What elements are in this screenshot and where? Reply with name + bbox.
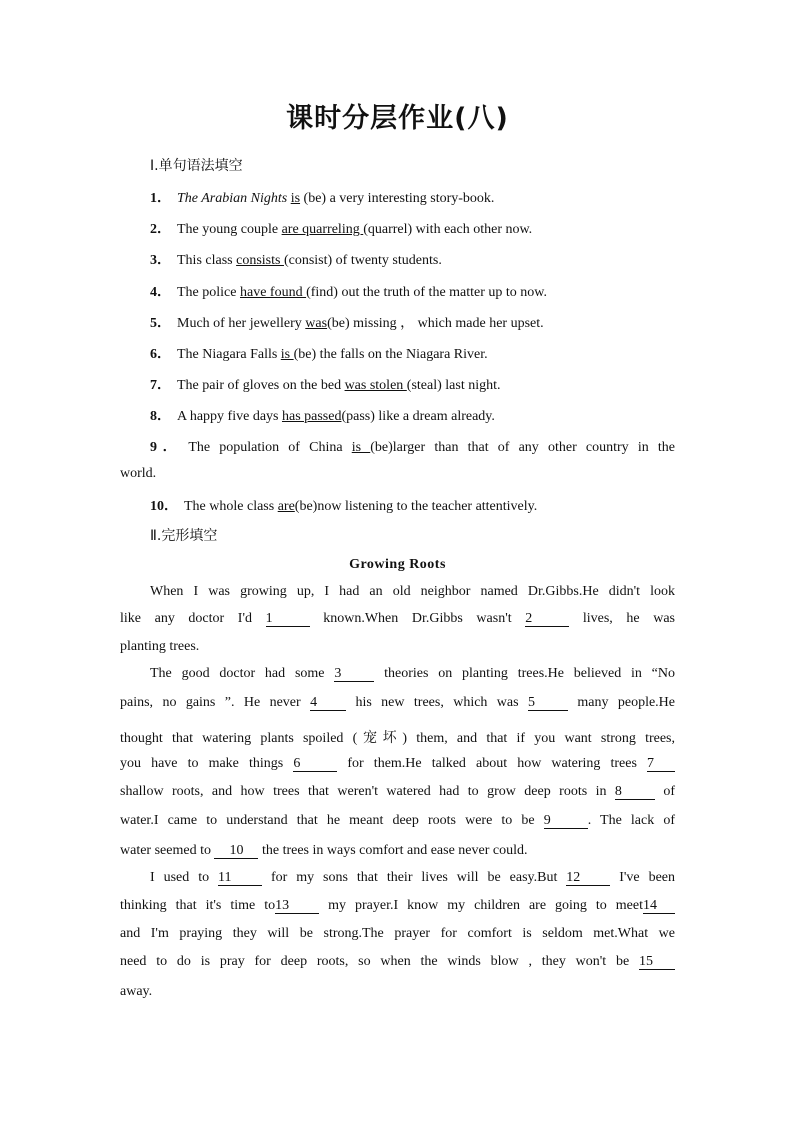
item-text: A happy five days	[177, 409, 282, 424]
blank-1[interactable]: 1	[266, 612, 310, 627]
item-text: (be)larger than that of any other country in the	[370, 440, 675, 455]
passage-line	[120, 727, 675, 747]
passage-line	[120, 926, 675, 942]
passage-line	[150, 584, 675, 600]
answer: is	[351, 440, 371, 455]
passage-line	[120, 954, 675, 970]
blank-4[interactable]: 4	[310, 696, 346, 711]
passage-text: the trees in ways comfort and ease never could.	[258, 843, 528, 858]
grammar-item-3	[150, 249, 675, 269]
passage-text: my prayer.I know my children are going to meet	[319, 898, 643, 913]
grammar-item-9	[150, 436, 675, 456]
item-text: The police	[177, 285, 240, 300]
item-text: (pass) like a dream already.	[341, 409, 495, 424]
grammar-item-10	[150, 495, 675, 515]
blank-13[interactable]: 13	[275, 899, 319, 914]
blank-11[interactable]: 11	[218, 871, 262, 886]
answer: are	[277, 499, 295, 514]
answer: have found	[239, 285, 307, 300]
passage-line	[150, 666, 675, 682]
blank-12[interactable]: 12	[566, 871, 610, 886]
grammar-item-4	[150, 281, 675, 301]
passage-text: pains, no gains ”. He never	[120, 695, 311, 710]
blank-5[interactable]: 5	[528, 696, 568, 711]
answer: consists	[236, 253, 284, 268]
answer: is	[290, 191, 301, 206]
passage-text: you have to make things	[120, 756, 294, 771]
passage-text: The good doctor had some	[150, 666, 335, 681]
item-text: The population of China	[188, 440, 352, 455]
blank-2[interactable]: 2	[525, 612, 569, 627]
item-text: Much of her jewellery	[177, 316, 306, 331]
passage-text: theories on planting trees.He believed in “No	[374, 666, 676, 681]
item-number: 4．	[150, 285, 171, 300]
item-number: 9．	[150, 440, 183, 455]
item-text: (steal) last night.	[406, 378, 501, 393]
item-number: 6．	[150, 347, 171, 362]
blank-8[interactable]: 8	[615, 785, 655, 800]
item-text: This class	[177, 253, 237, 268]
grammar-item-7	[150, 374, 675, 394]
passage-text: planting trees.	[120, 639, 200, 654]
item-number: 5．	[150, 316, 171, 331]
answer: has passed	[281, 409, 342, 424]
blank-7[interactable]: 7	[647, 757, 675, 772]
passage-text: thinking that it's time to	[120, 898, 276, 913]
grammar-item-8	[150, 405, 675, 425]
passage-line	[120, 756, 675, 772]
passage-text: I've been	[610, 870, 675, 885]
item-text: (find) out the truth of the matter up to now.	[306, 285, 548, 300]
item-number: 1．	[150, 191, 171, 206]
passage-line	[120, 843, 675, 859]
grammar-item-6	[150, 343, 675, 363]
passage-title: Growing Roots	[349, 557, 446, 572]
item-number: 8．	[150, 409, 171, 424]
passage-text: his new trees, which was	[346, 695, 528, 710]
passage-text: of	[654, 784, 675, 799]
item-text: The young couple	[177, 222, 282, 237]
passage-text: need to do is pray for deep roots, so when the winds blow , they won't be	[120, 954, 639, 969]
item-number: 2．	[150, 222, 171, 237]
blank-14[interactable]: 14	[643, 899, 675, 914]
passage-text: shallow roots, and how trees that weren't watered had to grow deep roots in	[120, 784, 615, 799]
item-text: The whole class	[184, 499, 278, 514]
passage-line	[120, 784, 675, 800]
blank-6[interactable]: 6	[293, 757, 337, 772]
passage-line	[120, 639, 675, 655]
section-heading-grammar: Ⅰ.单句语法填空	[150, 158, 243, 174]
item-text: (quarrel) with each other now.	[363, 222, 533, 237]
passage-text: for my sons that their lives will be easy.But	[262, 870, 567, 885]
passage-text: . The lack of	[587, 813, 675, 828]
item-text: (be) a very interesting story-book.	[300, 191, 495, 206]
item-number: 10．	[150, 499, 178, 514]
item-text: (be) the falls on the Niagara River.	[293, 347, 488, 362]
grammar-item-5	[150, 312, 675, 332]
item-number: 3．	[150, 253, 171, 268]
answer: is	[280, 347, 294, 362]
passage-line	[150, 870, 675, 886]
answer: was	[305, 316, 328, 331]
book-title: The Arabian Nights	[177, 191, 288, 206]
item-text: The pair of gloves on the bed	[177, 378, 345, 393]
passage-text: water.I came to understand that he meant deep roots were to be	[120, 813, 544, 828]
passage-text: for them.He talked about how watering trees	[337, 756, 647, 771]
passage-line	[120, 984, 675, 1000]
passage-text: water seemed to	[120, 843, 215, 858]
passage-line	[120, 695, 675, 711]
passage-text: and I'm praying they will be strong.The prayer for comfort is seldom met.What we	[120, 926, 675, 941]
passage-text: thought that watering plants spoiled (宠坏) them, and that if you want strong trees,	[120, 731, 675, 746]
answer: are quarreling	[281, 222, 364, 237]
item-number: 7．	[150, 378, 171, 393]
passage-text: like any doctor I'd	[120, 611, 266, 626]
passage-text: many people.He	[567, 695, 676, 710]
item-text: (consist) of twenty students.	[283, 253, 442, 268]
passage-text: away.	[120, 984, 153, 999]
grammar-item-1	[150, 187, 675, 207]
blank-9[interactable]: 9	[544, 814, 588, 829]
passage-text: known.When Dr.Gibbs wasn't	[309, 611, 526, 626]
passage-text: lives, he was	[569, 611, 675, 626]
answer: was stolen	[344, 378, 407, 393]
item-text: The Niagara Falls	[177, 347, 281, 362]
passage-text: I used to	[150, 870, 219, 885]
passage-text: When I was growing up, I had an old neighbor named Dr.Gibbs.He didn't look	[150, 584, 675, 599]
section-heading-cloze: Ⅱ.完形填空	[150, 528, 218, 544]
page-title: 课时分层作业(八)	[286, 103, 509, 134]
passage-line	[120, 813, 675, 829]
passage-line	[120, 611, 675, 627]
passage-line	[120, 898, 675, 914]
blank-15[interactable]: 15	[639, 955, 675, 970]
blank-10[interactable]: 10	[214, 844, 258, 859]
grammar-item-9-continuation: world.	[120, 466, 157, 481]
blank-3[interactable]: 3	[334, 667, 374, 682]
item-text: (be) missing ， which made her upset.	[327, 316, 544, 331]
item-text: (be)now listening to the teacher attentively.	[294, 499, 538, 514]
grammar-item-2	[150, 218, 675, 238]
